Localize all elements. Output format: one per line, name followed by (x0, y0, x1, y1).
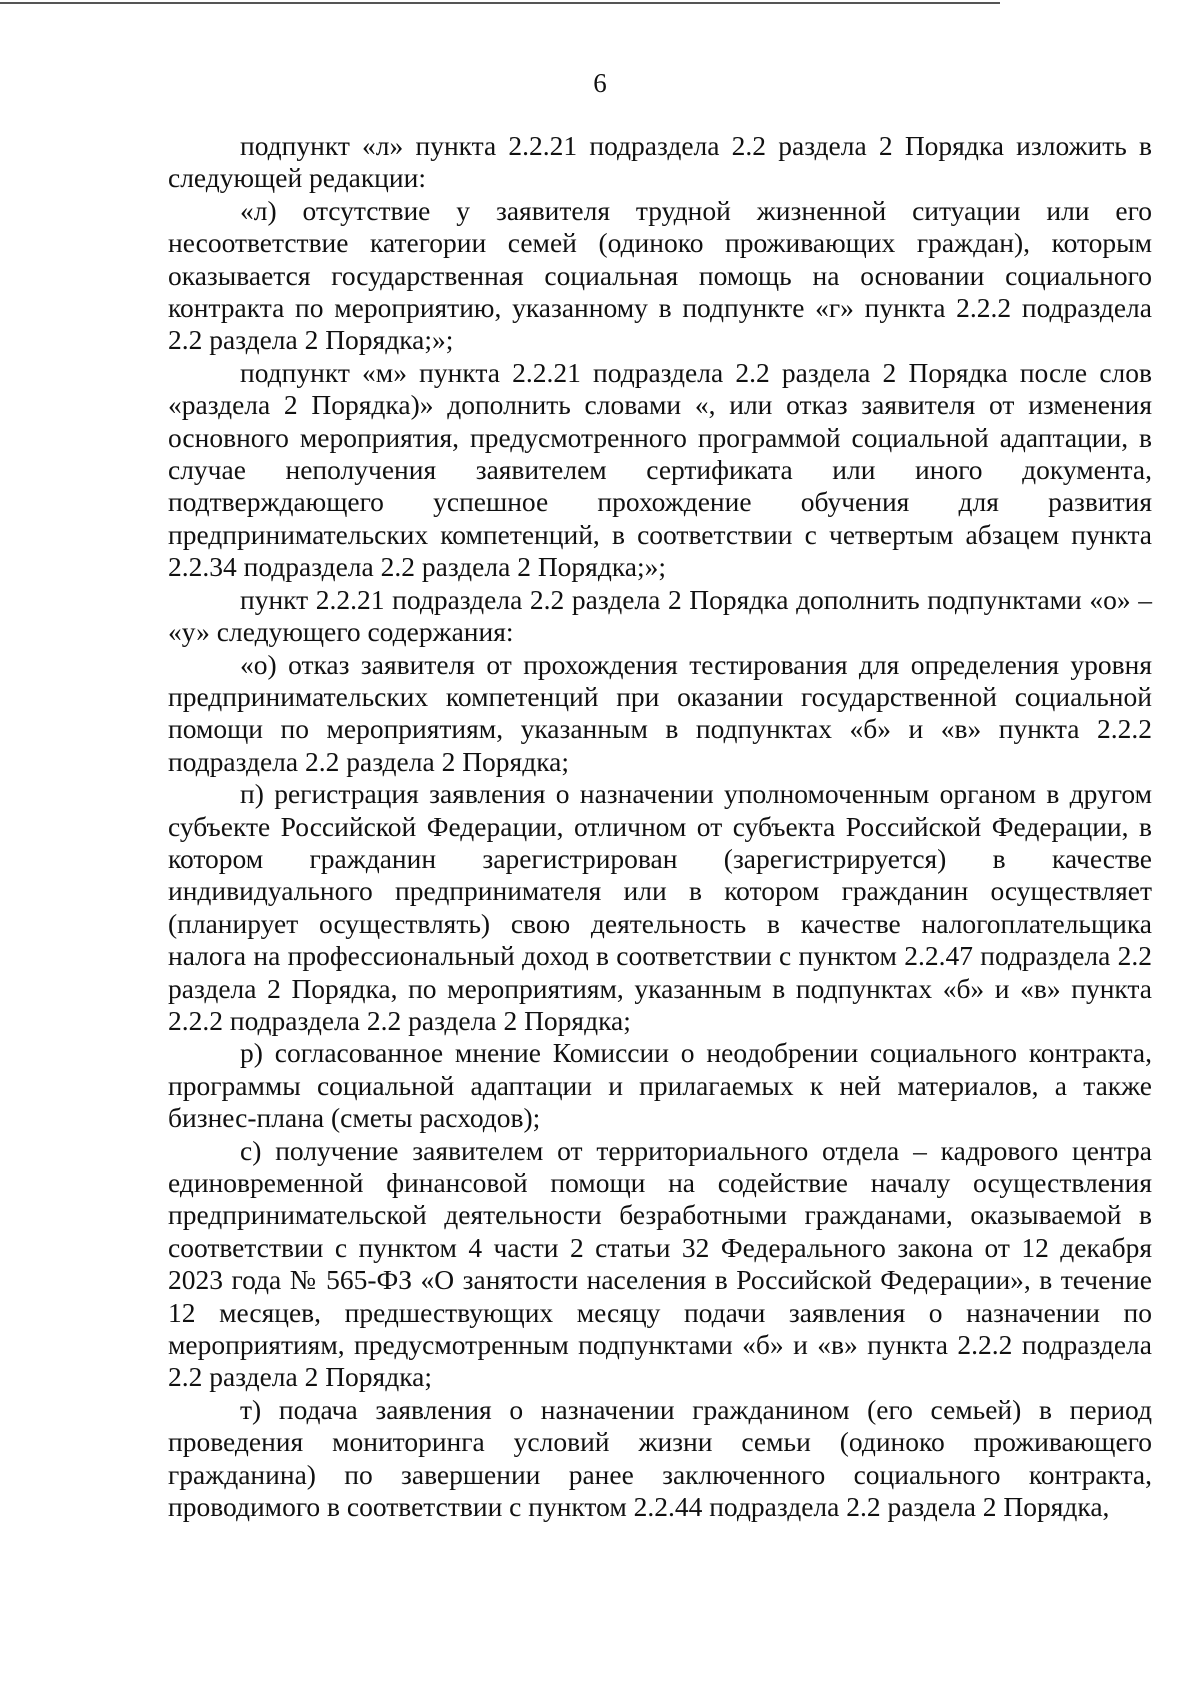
page-number: 6 (593, 68, 607, 98)
paragraph: с) получение заявителем от территориального отдела – кадрового центра единовременной финансовой помощи на содействие началу осуществления предпринимательской деятельности безработными гражданами, оказываемой в соответствии с пунктом 4 части 2 статьи 32 Федерального закона от 12 декабря 2023 года № 565-ФЗ «О занятости населения в Российской Федерации», в течение 12 месяцев, предшествующих месяцу подачи заявления о назначении по мероприятиям, предусмотренным подпунктами «б» и «в» пункта 2.2.2 подраздела 2.2 раздела 2 Порядка; (168, 1134, 1152, 1393)
paragraph: «л) отсутствие у заявителя трудной жизненной ситуации или его несоответствие категории семей (одиноко проживающих граждан), которым оказывается государственная социальная помощь на основании социального контракта по мероприятию, указанному в подпункте «г» пункта 2.2.2 подраздела 2.2 раздела 2 Порядка;»; (168, 194, 1152, 356)
paragraph: «о) отказ заявителя от прохождения тестирования для определения уровня предпринимательских компетенций при оказании государственной социальной помощи по мероприятиям, указанным в подпунктах «б» и «в» пункта 2.2.2 подраздела 2.2 раздела 2 Порядка; (168, 648, 1152, 777)
paragraph: подпункт «л» пункта 2.2.21 подраздела 2.2 раздела 2 Порядка изложить в следующей редакции: (168, 130, 1152, 194)
top-border-line (0, 2, 1000, 4)
paragraph: п) регистрация заявления о назначении уполномоченным органом в другом субъекте Российской Федерации, отличном от субъекта Российской Федерации, в котором гражданин зарегистрирован (зарегистрируется) в качестве индивидуального предпринимателя или в котором гражданин осуществляет (планирует осуществлять) свою деятельность в качестве налогоплательщика налога на профессиональный доход в соответствии с пунктом 2.2.47 подраздела 2.2 раздела 2 Порядка, по мероприятиям, указанным в подпунктах «б» и «в» пункта 2.2.2 подраздела 2.2 раздела 2 Порядка; (168, 778, 1152, 1036)
document-body (168, 130, 1152, 1523)
paragraph: р) согласованное мнение Комиссии о неодобрении социального контракта, программы социальной адаптации и прилагаемых к ней материалов, а также бизнес-плана (сметы расходов); (168, 1037, 1152, 1134)
paragraph: подпункт «м» пункта 2.2.21 подраздела 2.2 раздела 2 Порядка после слов «раздела 2 Порядка)» дополнить словами «, или отказ заявителя от изменения основного мероприятия, предусмотренного программой социальной адаптации, в случае неполучения заявителем сертификата или иного документа, подтверждающего успешное прохождение обучения для развития предпринимательских компетенций, в соответствии с четвертым абзацем пункта 2.2.34 подраздела 2.2 раздела 2 Порядка;»; (168, 356, 1152, 583)
paragraph: т) подача заявления о назначении гражданином (его семьей) в период проведения мониторинга условий жизни семьи (одиноко проживающего гражданина) по завершении ранее заключенного социального контракта, проводимого в соответствии с пунктом 2.2.44 подраздела 2.2 раздела 2 Порядка, (168, 1393, 1152, 1523)
paragraph: пункт 2.2.21 подраздела 2.2 раздела 2 Порядка дополнить подпунктами «о» – «у» следующего содержания: (168, 583, 1152, 648)
